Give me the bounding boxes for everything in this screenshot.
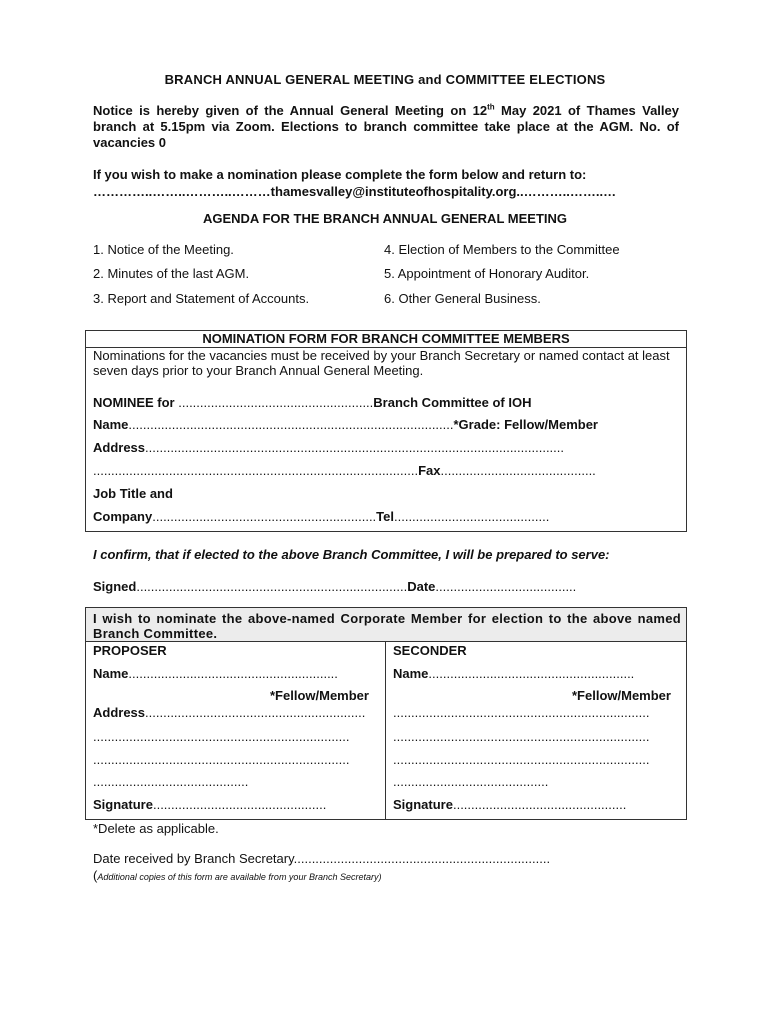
proposer-address-line[interactable]: ........................................... bbox=[93, 774, 249, 789]
proposal-header-divider bbox=[85, 641, 687, 642]
seconder-address-line[interactable]: ....................................................................... bbox=[393, 729, 650, 744]
confirm-statement: I confirm, that if elected to the above Branch Committee, I will be prepared to serve: bbox=[93, 547, 610, 562]
proposer-address-line[interactable]: ....................................................................... bbox=[93, 752, 350, 767]
additional-copies-note: (Additional copies of this form are available from your Branch Secretary) bbox=[93, 868, 382, 883]
proposer-address-line[interactable]: ....................................................................... bbox=[93, 729, 350, 744]
seconder-title: SECONDER bbox=[393, 643, 467, 658]
seconder-signature-field[interactable]: Signature................................................ bbox=[393, 797, 627, 812]
agenda-item: 5. Appointment of Honorary Auditor. bbox=[384, 266, 590, 281]
page-title: BRANCH ANNUAL GENERAL MEETING and COMMITTEE ELECTIONS bbox=[164, 72, 606, 87]
nominee-name-field[interactable]: Name..........................................................................................*Grade: Fellow/Member bbox=[93, 417, 598, 432]
nominee-field[interactable]: NOMINEE for ......................................................Branch Committee of IOH bbox=[93, 395, 532, 410]
meeting-notice: Notice is hereby given of the Annual General Meeting on 12th May 2021 of Thames Valley branch at 5.15pm via Zoom. Elections to branch committee take place at the AGM. No. of vacancies 0 bbox=[93, 102, 679, 150]
proposer-title: PROPOSER bbox=[93, 643, 167, 658]
nominee-company-field[interactable]: Company..............................................................Tel........................................... bbox=[93, 509, 550, 524]
seconder-grade: *Fellow/Member bbox=[572, 688, 671, 703]
seconder-address-line[interactable]: ....................................................................... bbox=[393, 705, 650, 720]
proposal-header: I wish to nominate the above-named Corporate Member for election to the above named Branch Committee. bbox=[93, 611, 681, 641]
nomination-form-header: NOMINATION FORM FOR BRANCH COMMITTEE MEMBERS bbox=[86, 331, 686, 348]
proposal-column-divider bbox=[385, 641, 386, 820]
agenda-title: AGENDA FOR THE BRANCH ANNUAL GENERAL MEETING bbox=[202, 211, 567, 226]
nominee-address-field[interactable]: Address.................................................................................................................... bbox=[93, 440, 565, 455]
agenda-item: 4. Election of Members to the Committee bbox=[384, 242, 620, 257]
signed-field[interactable]: Signed...........................................................................Date....................................... bbox=[93, 579, 577, 594]
proposer-signature-field[interactable]: Signature................................................ bbox=[93, 797, 327, 812]
agenda-item: 1. Notice of the Meeting. bbox=[93, 242, 234, 257]
nomination-form-intro: Nominations for the vacancies must be received by your Branch Secretary or named contact at least seven days prior to your Branch Annual General Meeting. bbox=[93, 348, 670, 378]
proposer-grade: *Fellow/Member bbox=[270, 688, 369, 703]
seconder-address-line[interactable]: ....................................................................... bbox=[393, 752, 650, 767]
proposer-name-field[interactable]: Name.......................................................... bbox=[93, 666, 338, 681]
nomination-return-instructions bbox=[93, 166, 616, 200]
return-email: …………..……..………..………thamesvalley@instituteofhospitality.org..………..……..… bbox=[93, 184, 617, 199]
date-received-field[interactable]: Date received by Branch Secretary....................................................................... bbox=[93, 851, 551, 866]
seconder-address-line[interactable]: ........................................... bbox=[393, 774, 549, 789]
nominee-fax-field[interactable]: ..........................................................................................Fax........................................... bbox=[93, 463, 596, 478]
return-instructions-line: If you wish to make a nomination please complete the form below and return to: bbox=[93, 167, 587, 182]
proposer-address-field[interactable]: Address............................................................. bbox=[93, 705, 366, 720]
seconder-name-field[interactable]: Name......................................................... bbox=[393, 666, 635, 681]
agenda-item: 6. Other General Business. bbox=[384, 291, 541, 306]
agenda-item: 3. Report and Statement of Accounts. bbox=[93, 291, 310, 306]
agenda-item: 2. Minutes of the last AGM. bbox=[93, 266, 250, 281]
delete-note: *Delete as applicable. bbox=[93, 821, 219, 836]
job-title-label: Job Title and bbox=[93, 486, 173, 501]
